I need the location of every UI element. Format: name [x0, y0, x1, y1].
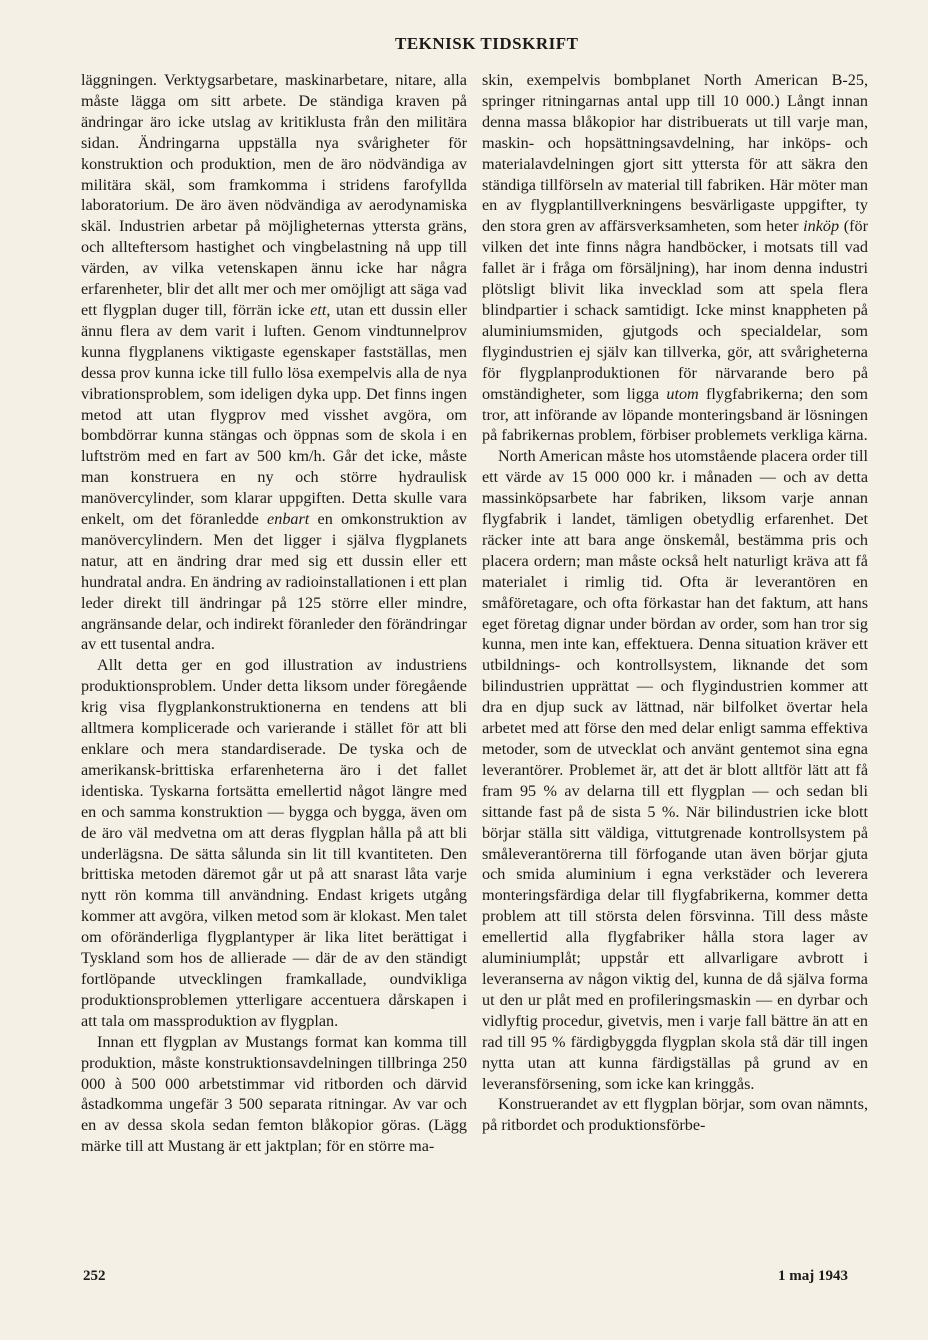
emphasized-text: enbart: [267, 510, 310, 529]
paragraph: [482, 446, 868, 1094]
emphasized-text: utom: [666, 384, 699, 403]
issue-date: 1 maj 1943: [778, 1268, 848, 1284]
paragraph-text: flygfabrikerna; den som tror, att införande av löpande monteringsband är lösningen på fabrikernas problem, förbiser problemets verkliga kärna.: [482, 384, 869, 445]
emphasized-text: inköp: [803, 217, 840, 236]
paragraph-text: läggningen. Verktygsarbetare, maskinarbetare, nitare, alla måste lägga om sitt arbete. De ständiga kraven på ändringar äro icke utslag av kritiklusta från den militära sidan. Ändringarna uppställa nya svårigheter för konstruktion och produktion, men de äro nödvändiga av militära skäl, som framkomma i stridens farofyllda laboratorium. De äro även nödvändiga av aerodynamiska skäl. Industrien arbetar på möjligheternas yttersta gräns, och allteftersom hastighet och vingbelastning nå upp till värden, av vilka vetenskapen ännu icke har några erfarenheter, blir det allt mer och mer omöjligt att säga vad ett flygplan duger till, förrän icke: [81, 71, 467, 319]
right-text-column: [482, 70, 868, 1136]
paragraph-text: skin, exempelvis bombplanet North American B-25, springer ritningarnas antal upp till 10 000.) Långt innan denna massa blåkopior har distribuerats ut till varje man, maskin- och hopsättningsavdelning, har inköps- och materialavdelningen gjort sitt yttersta för att säkra den ständiga tillförseln av material till fabriken. Här möter man en av flygplantillverkningens besvärligaste uppgifter, ty den stora gren av affärsverksamheten, som heter: [482, 71, 868, 236]
emphasized-text: ett: [310, 300, 327, 319]
paragraph: [482, 1094, 868, 1136]
left-text-column: [81, 70, 467, 1157]
paragraph: [81, 655, 467, 1031]
journal-header: TEKNISK TIDSKRIFT: [395, 34, 579, 53]
paragraph: [482, 70, 868, 446]
paragraph-text: en omkonstruktion av manövercylindern. Men det ligger i själva flygplanets natur, att en ändring drar med sig ett dussin eller ett hundratal andra. En ändring av radioinstallationen i ett plan leder direkt till ändringar på 125 större eller mindre, angränsande delar, och indirekt föranleder den förändringar av ett tusental andra.: [81, 510, 467, 654]
paragraph: [81, 1032, 467, 1157]
paragraph-text: , utan ett dussin eller ännu flera av dem varit i luften. Genom vindtunnelprov kunna flygplanens viktigaste egenskaper fastställas, men dessa prov kunna icke till fullo lösa exempelvis alla de nya vibrationsproblem, som ideligen dyka upp. Det finns ingen metod att utan flygprov med visshet avgöra, om bombdörrar kunna stängas och öppnas som de skola i en luftström med en fart av 500 km/h. Går det icke, måste man konstruera en ny och större hydraulisk manövercylinder, som klarar uppgiften. Detta skulle vara enkelt, om det föranledde: [81, 300, 467, 529]
paragraph-text: Innan ett flygplan av Mustangs format kan komma till produktion, måste konstruktionsavdelningen tillbringa 250 000 à 500 000 arbetstimmar vid ritborden och därvid åstadkomma ungefär 3 500 separata ritningar. Av var och en av dessa skola sedan femton blåkopior göras. (Lägg märke till att Mustang är ett jaktplan; för en större ma-: [81, 1032, 467, 1156]
paragraph-text: (för vilken det inte finns några handböcker, i motsats till vad fallet är i fråga om försäljning), har inom denna industri plötsligt blivit lika invecklad som att spela flera blindpartier i schack samtidigt. Icke minst knappheten på aluminiumsmiden, gjutgods och specialdelar, som flygindustrien ej själv kan tillverka, gör, att svårigheterna för flygplanproduktionen för närvarande bero på omständigheter, som ligga: [482, 217, 868, 403]
paragraph-text: North American måste hos utomstående placera order till ett värde av 15 000 000 kr. i månaden — och av detta massinköpsarbete har fabriken, liksom varje annan flygfabrik i landet, tämligen obetydlig erfarenhet. Det räcker inte att bara ange önskemål, bestämma pris och placera ordern; man måste också helt naturligt kräva att få materialet i rimlig tid. Ofta är leverantören en småföretagare, och ofta förkastar han det faktum, att hans eget företag dignar under bördan av order, som han tror sig kunna, men inte kan, effektuera. Denna situation kräver ett utbildnings- och kontrollsystem, liknande det som bilindustrien upprättat — och flygindustrien kommer att dra en djup suck av lättnad, när bilfolket övertar hela arbetet med att förse den med delar enligt samma effektiva metoder, som de utvecklat och använt gentemot sina egna leverantörer. Problemet är, att det är blott alltför lätt att få fram 95 % av delarna till ett flygplan — och sedan bli sittande fast på de sista 5 %. När bilindustrien icke blott börjar ställa sitt väldiga, vittutgrenade kontrollsystem på småleverantörerna till förfogande utan även börjar gjuta och smida aluminium i egna verkstäder och leverera monteringsfärdiga delar till flygfabrikerna, kommer detta problem att till största delen försvinna. Till dess måste emellertid alla flygfabriker hålla stora lager av aluminiumplåt; uppstår ett allvarligare avbrott i leveranserna av någon viktig del, kunna de då själva forma ut den ur plåt med en profileringsmaskin — en dyrbar och vidlyftig procedur, givetvis, men i varje fall bättre än att en rad till 95 % färdigbyggda flygplan skola stå där till ingen nytta utan att kunna färdigställas på grund av en leveransförsening, som icke kan kringgås.: [482, 447, 868, 1093]
page-number: 252: [83, 1268, 106, 1284]
paragraph-text: Konstruerandet av ett flygplan börjar, som ovan nämnts, på ritbordet och produktionsförbe-: [482, 1095, 868, 1135]
paragraph-text: Allt detta ger en god illustration av industriens produktionsproblem. Under detta liksom under föregående krig visa flygplankonstruktionerna en tendens att bli alltmera komplicerade och varierande i stället för att bli enklare och mera standardiserade. De tyska och de amerikansk-brittiska erfarenheterna äro i det fallet identiska. Tyskarna fortsätta emellertid något längre med en och samma konstruktion — bygga och bygga, även om de äro väl medvetna om att deras flygplan hålla på att bli underlägsna. De sätta sålunda sin lit till kvantiteten. Den brittiska metoden däremot går ut på att snarast låta varje nytt rön komma till användning. Endast krigets utgång kommer att avgöra, vilken metod som är klokast. Men talet om oföränderliga flygplantyper är lika litet berättigat i Tyskland som hos de allierade — där de av den ständigt fortlöpande utvecklingen framkallade, oundvikliga produktionsproblemen ytterligare accentuera dårskapen i att tala om massproduktion av flygplan.: [81, 656, 467, 1030]
paragraph: [81, 70, 467, 655]
